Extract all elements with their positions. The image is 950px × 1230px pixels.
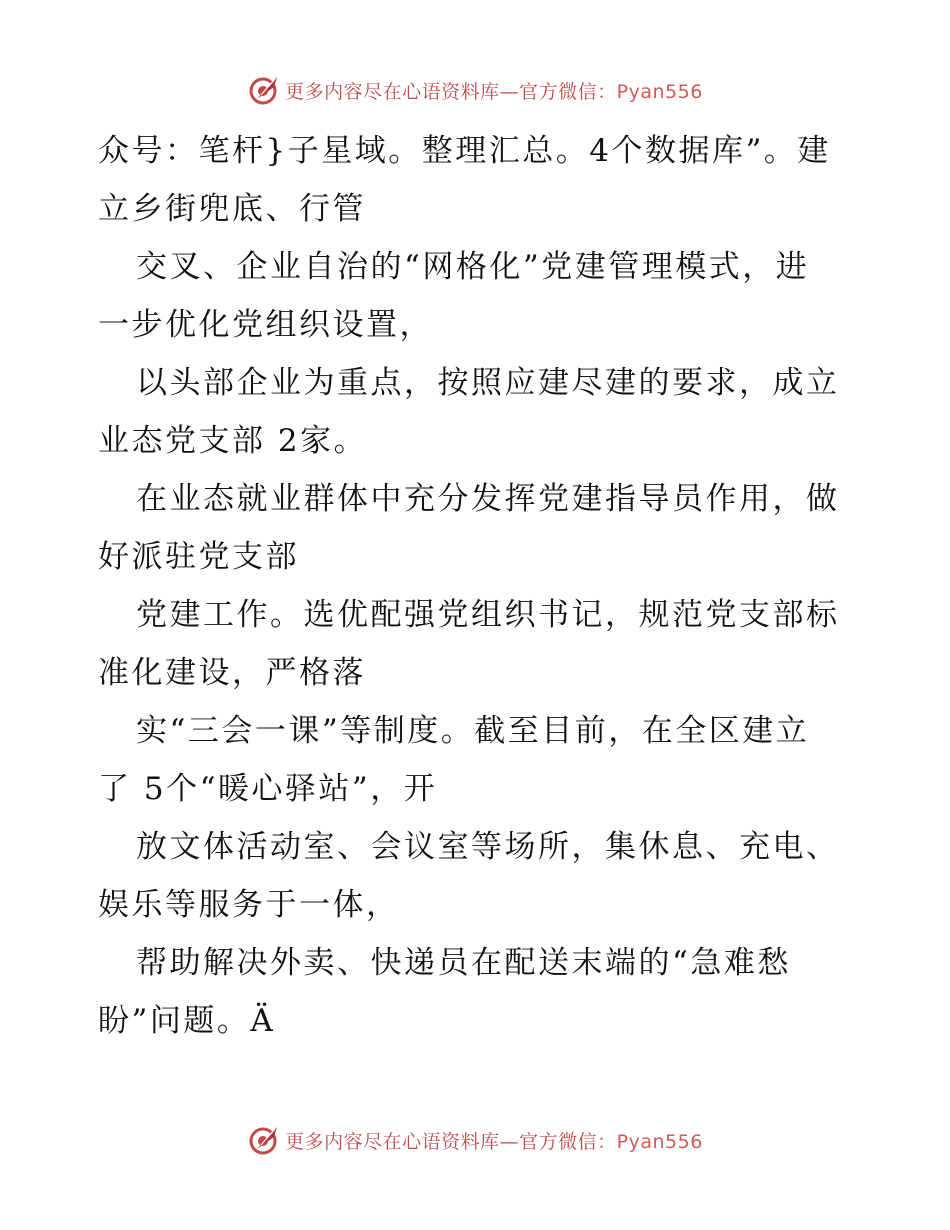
footer-banner [0, 1120, 950, 1160]
text-line: 娱乐等服务于一体， [98, 887, 400, 923]
text-line: 以头部企业为重点，按照应建尽建的要求，成立 [136, 365, 840, 401]
text-line: 帮助解决外卖、快递员在配送末端的“急难愁 [136, 945, 791, 981]
text-line: 准化建设，严格落 [98, 655, 366, 691]
header-banner [0, 70, 950, 110]
quill-logo-icon [247, 1123, 281, 1157]
text-line: 了 5个“暖心驿站”，开 [98, 771, 438, 807]
header-banner-text: 更多内容尽在心语资料库—官方微信：Pyan556 [285, 80, 703, 103]
text-line: 立乡街兜底、行管 [98, 191, 366, 227]
text-line: 实“三会一课”等制度。截至目前，在全区建立 [136, 713, 810, 749]
header-banner-handle: Pyan556 [616, 80, 703, 103]
text-line: 一步优化党组织设置， [98, 307, 433, 343]
text-line: 在业态就业群体中充分发挥党建指导员作用，做 [136, 481, 840, 517]
text-line: 交叉、企业自治的“网格化”党建管理模式，进 [136, 249, 810, 285]
footer-banner-text: 更多内容尽在心语资料库—官方微信：Pyan556 [285, 1130, 703, 1153]
text-line: 业态党支部 2家。 [98, 423, 368, 459]
text-line: 党建工作。选优配强党组织书记，规范党支部标 [136, 597, 840, 633]
footer-banner-handle: Pyan556 [616, 1130, 703, 1153]
text-line: 盼”问题。Ä [98, 1003, 276, 1039]
text-line: 众号：笔杆}子星域。整理汇总。4个数据库”。建 [98, 133, 831, 169]
text-line: 好派驻党支部 [98, 539, 299, 575]
text-line: 放文体活动室、会议室等场所，集休息、充电、 [136, 829, 840, 865]
quill-logo-icon [247, 73, 281, 107]
document-body [98, 122, 858, 1050]
